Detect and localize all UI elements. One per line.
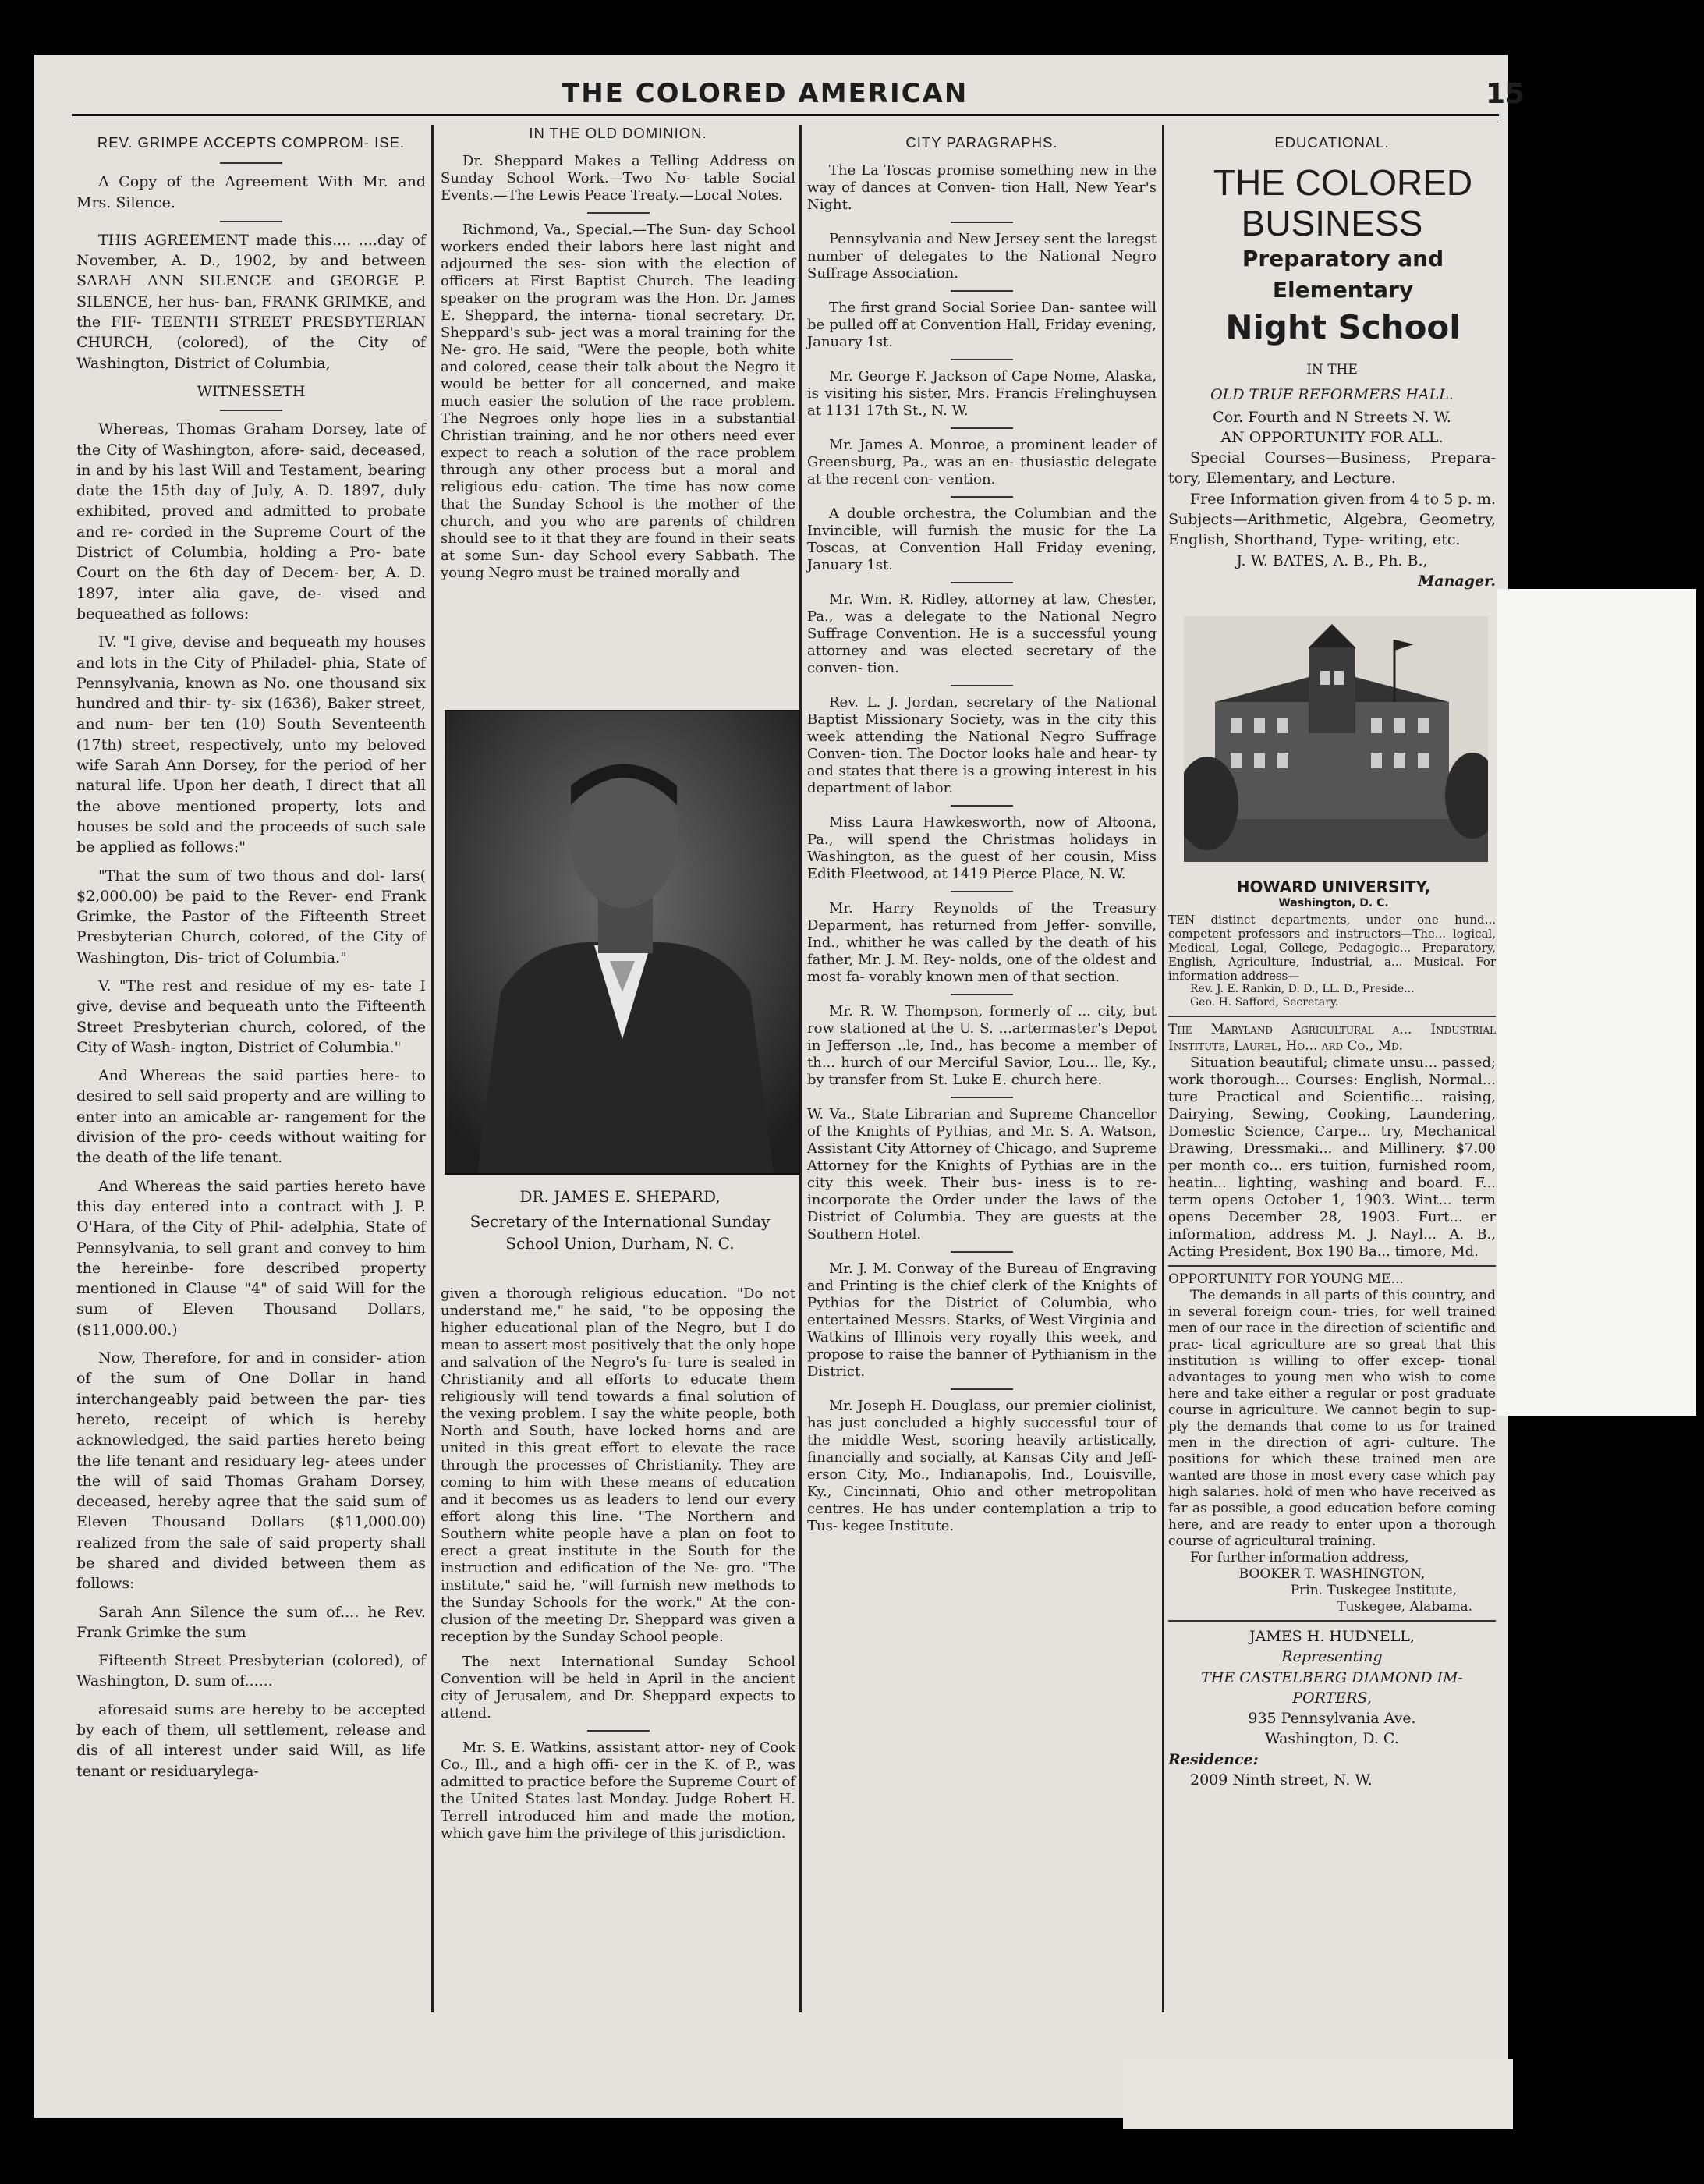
- ad-headline: OPPORTUNITY FOR YOUNG ME...: [1168, 1271, 1404, 1287]
- paragraph: Now, Therefore, for and in consider- ation of the sum of One Dollar in hand interchangeably paid between the par- ties hereto, receipt of which is hereby acknowledged, the said parties hereto being the life tenant and residuary leg- atees under the will of said Thomas Graham Dorsey, deceased, hereby agree that the said sum of Eleven Thousand Dollars ($11,000.00) realized from the sale of said property shall be shared and divided between them as follows:: [76, 1349, 426, 1593]
- separator: [951, 805, 1013, 807]
- paragraph: aforesaid sums are hereby to be accepted by each of them, ull settlement, release and dis of all interest under said Will, as life tenant or residuarylega-: [76, 1700, 426, 1780]
- paragraph: Mr. Joseph H. Douglass, our premier ciolinist, has just concluded a highly successful tour of the middle West, scoring heavily artistically, financially and socially, at Kansas City and Jeff- erson City, Mo., Indianapolis, Ind., Louisville, Ky., Cincinnati, Ohio and other metropolitan centres. He has under contemplation a trip to Tus- kegee Institute.: [807, 1398, 1157, 1535]
- ad-subhead: Preparatory and: [1242, 246, 1444, 272]
- paragraph: V. "The rest and residue of my es- tate I give, devise and bequeath unto the Fifteenth Street Presbyterian church, colored, of the City of Wash- ington, District of Columbia.": [76, 977, 426, 1056]
- ad-text: Geo. H. Safford, Secretary.: [1190, 996, 1339, 1009]
- ad-rule: [1168, 1620, 1496, 1622]
- howard-university-engraving: [1184, 616, 1488, 862]
- ad-signature: J. W. BATES, A. B., Ph. B.,: [1236, 551, 1428, 569]
- paragraph: Mr. George F. Jackson of Cape Nome, Alaska, is visiting his sister, Mrs. Francis Frelinghuysen at 1131 17th St., N. W.: [807, 368, 1157, 420]
- paragraph: Mr. James A. Monroe, a prominent leader of Greensburg, Pa., was an en- thusiastic delegate at the recent con- vention.: [807, 437, 1157, 488]
- ad-rule: [1168, 1016, 1496, 1017]
- article-headline: IN THE OLD DOMINION.: [529, 125, 707, 141]
- ad-subhead: Elementary: [1272, 277, 1414, 303]
- paragraph: The next International Sunday School Convention will be held in April in the ancient city of Jerusalem, and Dr. Sheppard expects to attend.: [441, 1654, 795, 1721]
- paragraph: Richmond, Va., Special.—The Sun- day School workers ended their labors here last night and adjourned the ses- sion with the election of officers at First Baptist Church. The leading speaker on the program was the Hon. Dr. James E. Sheppard, the interna- tional secretary. Dr. Sheppard's sub- ject was a moral training for the Ne- gro. He said, "Were the people, both white and colored, cease their talk about the Negro it would be better for all concerned, and make much easier the solution of the race problem. The Negroes only hope lies in a substantial Christian training, and he nor others need ever expect to reach a solution of the race problem through any other process but a moral and religious edu- cation. The time has now come that the Sunday School is the mother of the church, and you who are parents of children should see to it that they are found in their seats at some Sun- day School every Sabbath. The young Negro must be trained morally and: [441, 222, 795, 582]
- paragraph: Whereas, Thomas Graham Dorsey, late of the City of Washington, afore- said, deceased, in and by his last Will and Testament, bearing date the 15th day of July, A. D. 1897, duly exhibited, proved and admitted to probate and re- corded in the Supreme Court of the District of Columbia, holding a Pro- bate Court on the 6th day of Decem- ber, A. D. 1897, inter alia gave, de- vised and bequeathed as follows:: [76, 420, 426, 622]
- ad-text: THE CASTELBERG DIAMOND IM- PORTERS,: [1201, 1668, 1463, 1707]
- ad-signature: Prin. Tuskegee Institute,: [1290, 1583, 1457, 1598]
- ad-text: Washington, D. C.: [1265, 1730, 1399, 1748]
- educational-ads: [1168, 133, 1496, 591]
- article-deck: A Copy of the Agreement With Mr. and Mrs. Silence.: [76, 173, 426, 211]
- paragraph: And Whereas the said parties hereto have this day entered into a contract with J. P. O'Hara, of the City of Phil- adelphia, State of Pennsylvania, to sell grant and convey to him the hereinbe- fore described property mentioned in Clause "4" of said Will for the sum of Eleven Thousand Dollars, ($11,000.00.): [76, 1177, 426, 1338]
- ad-text: OLD TRUE REFORMERS HALL.: [1210, 386, 1454, 404]
- paragraph: W. Va., State Librarian and Supreme Chancellor of the Knights of Pythias, and Mr. S. A. Watson, Assistant City Attorney of Chicago, and Supreme Attorney for the Knights of Pythias are in the city this week. Their bus- iness is to re-incorporate the Order under the laws of the District of Columbia. They are guests at the Southern Hotel.: [807, 1106, 1157, 1243]
- howard-location: Washington, D. C.: [1278, 897, 1389, 909]
- paragraph: Pennsylvania and New Jersey sent the laregst number of delegates to the National Negro Suffrage Association.: [807, 231, 1157, 282]
- column-rule: [1162, 125, 1164, 2012]
- article-deck: Dr. Sheppard Makes a Telling Address on Sunday School Work.—Two No- table Social Events.—The Lewis Peace Treaty.—Local Notes.: [441, 153, 795, 204]
- separator: [951, 685, 1013, 686]
- paragraph: The La Toscas promise something new in the way of dances at Conven- tion Hall, New Year's Night.: [807, 162, 1157, 214]
- column-rule: [431, 125, 434, 2012]
- separator: [951, 427, 1013, 429]
- paragraph: The first grand Social Soriee Dan- santee will be pulled off at Convention Hall, Friday evening, January 1st.: [807, 300, 1157, 351]
- ad-text: Special Courses—Business, Prepara- tory, Elementary, and Lecture.: [1168, 449, 1496, 488]
- ad-signature: Tuskegee, Alabama.: [1337, 1599, 1472, 1615]
- photo-caption-title: Secretary of the International Sunday School Union, Durham, N. C.: [469, 1212, 771, 1253]
- separator: [951, 891, 1013, 892]
- paragraph: Mr. R. W. Thompson, formerly of ... city, but row stationed at the U. S. ...artermaster's Depot in Jefferson ..le, Ind., has become a member of th... hurch of our Merciful Savior, Lou... lle, Ky., by transfer from St. Luke E. church here.: [807, 1003, 1157, 1089]
- page-edge-flap: [1497, 589, 1696, 1416]
- ad-text: Free Information given from 4 to 5 p. m. Subjects—Arithmetic, Algebra, Geometry, English, Shorthand, Type- writing, etc.: [1168, 490, 1496, 549]
- paragraph: A double orchestra, the Columbian and the Invincible, will furnish the music for the La Toscas, at Convention Hall Friday evening, January 1st.: [807, 505, 1157, 574]
- ad-text: AN OPPORTUNITY FOR ALL.: [1220, 428, 1444, 446]
- ad-text: Rev. J. E. Rankin, D. D., LL. D., Preside...: [1190, 983, 1415, 995]
- ad-text: 2009 Ninth street, N. W.: [1190, 1771, 1373, 1789]
- section-heading: EDUCATIONAL.: [1274, 134, 1390, 151]
- ad-headline-night-school: Night School: [1225, 308, 1461, 347]
- ad-text: Residence:: [1168, 1750, 1259, 1768]
- separator: [951, 1388, 1013, 1390]
- separator: [220, 221, 282, 222]
- ad-text: 935 Pennsylvania Ave.: [1248, 1710, 1416, 1728]
- separator: [951, 1251, 1013, 1253]
- separator: [951, 994, 1013, 995]
- paragraph: And Whereas the said parties here- to desired to sell said property and are willing to enter into an amicable ar- rangement for the division of the pro- ceeds without waiting for the death of the life tenant.: [76, 1067, 426, 1167]
- page-number: 15: [1486, 78, 1525, 110]
- ad-headline: The Maryland Agricultural a... Industrial Institute, Laurel, Ho... ard Co., Md.: [1168, 1022, 1496, 1054]
- ad-text: TEN distinct departments, under one hund... competent professors and instructors—The... logical, Medical, Legal, College, Pedagogic... Preparatory, English, Agriculture, Industrial, a... Musical. For information address—: [1168, 913, 1496, 983]
- educational-ads-cont: [1168, 913, 1496, 1790]
- separator: [220, 162, 282, 164]
- ad-text: Cor. Fourth and N Streets N. W.: [1213, 408, 1451, 426]
- article-old-dominion-cont: [441, 1285, 795, 1850]
- article-grimke-compromise: [76, 133, 426, 1789]
- ad-text: For further information address,: [1190, 1550, 1409, 1565]
- paragraph: Mr. Harry Reynolds of the Treasury Deparment, has returned from Jeffer- sonville, Ind., whither he was called by the death of his father, Mr. J. M. Rey- nolds, one of the oldest and most fa- vorably known men of that section.: [807, 900, 1157, 986]
- ad-text: The demands in all parts of this country, and in several foreign coun- tries, for well trained men of our race in the direction of scientific and prac- tical agriculture are so great that this institution is willing to offer excep- tional advantages to young men who wish to come here and take either a regular or post graduate course in agriculture. We cannot begin to sup- ply the demands that come to us for trained men in the direction of agri- culture. The positions for which these trained men are wanted are those in most every case which pay high salaries. hold of men who have received as far as possible, a good education before coming here, and are ready to enter upon a thorough course of agricultural training.: [1168, 1288, 1496, 1549]
- masthead-rule: [72, 114, 1499, 116]
- paragraph: Sarah Ann Silence the sum of.... he Rev. Frank Grimke the sum: [76, 1603, 426, 1641]
- article-headline: REV. GRIMPE ACCEPTS COMPROM- ISE.: [97, 134, 406, 151]
- paragraph: Mr. J. M. Conway of the Bureau of Engraving and Printing is the chief clerk of the Knights of Pythias for the District of Columbia, who entertained Messrs. Starks, of West Virginia and Watkins of Illinois very royally this week, and propose to raise the banner of Pythianism in the District.: [807, 1260, 1157, 1381]
- masthead-title: THE COLORED AMERICAN: [562, 78, 969, 109]
- ad-text: Situation beautiful; climate unsu... passed; work thorough... Courses: English, Normal... ture Practical and Scientific... raising, Dairying, Sewing, Cooking, Laundering, Domestic Science, Carpe... try, Mechanical Drawing, Dressmaki... and Millinery. $7.00 per month co... ers tuition, furnished room, heatin... lighting, washing and board. F... term opens October 1, 1903. Wint... term opens December 28, 1903. Furt... er information, address M. J. Nayl... A. B., Acting President, Box 190 Ba... timore, Md.: [1168, 1055, 1496, 1260]
- separator: [951, 359, 1013, 360]
- ad-signature: BOOKER T. WASHINGTON,: [1238, 1566, 1426, 1582]
- ad-text: Representing: [1281, 1648, 1383, 1666]
- ad-text: IN THE: [1306, 362, 1358, 378]
- paragraph: given a thorough religious education. "Do not understand me," he said, "to be opposing the higher educational plan of the Negro, but I do mean to assert most positively that the only hope and salvation of the Negro's fu- ture is sealed in Christianity and all efforts to educate them religiously will tend towards a final solution of the vexing problem. I say the white people, both North and South, have locked horns and are united in this great effort to elevate the race through the processes of Christianity. They are coming to him with these means of education and it becomes us as leaders to lend our every effort along this line. "The Northern and Southern white people have a plan on foot to erect a great institute in the South for the instruction and edification of the Ne- gro. "The institute," said he, "will furnish new methods to the Sunday Schools for the work." At the con- clusion of the meeting Dr. Sheppard was given a reception by the Sunday School people.: [441, 1285, 795, 1645]
- separator: [951, 582, 1013, 583]
- paragraph: Miss Laura Hawkesworth, now of Altoona, Pa., will spend the Christmas holidays in Washington, as the guest of her cousin, Miss Edith Fleetwood, at 1419 Pierce Place, N. W.: [807, 814, 1157, 883]
- ad-rule: [1168, 1265, 1496, 1267]
- page-edge-flap: [1123, 2059, 1513, 2129]
- ad-headline: THE COLORED BUSINESS: [1213, 162, 1473, 244]
- city-paragraphs: [807, 133, 1157, 1543]
- separator: [951, 222, 1013, 223]
- separator: [951, 1097, 1013, 1098]
- paragraph: "That the sum of two thous and dol- lars( $2,000.00) be paid to the Rever- end Frank Grimke, the Pastor of the Fifteenth Street Presbyterian Church, colored, of the City of Washington, Dis- trict of Columbia.": [76, 867, 426, 966]
- witnesseth-heading: WITNESSETH: [197, 382, 306, 400]
- paragraph: Mr. Wm. R. Ridley, attorney at law, Chester, Pa., was a delegate to the National Negro Suffrage Convention. He is a successful young attorney and was elected secretary of the conven- tion.: [807, 591, 1157, 677]
- section-heading: CITY PARAGRAPHS.: [905, 134, 1058, 151]
- paragraph: THIS AGREEMENT made this.... ....day of November, A. D., 1902, by and between SARAH ANN SILENCE and GEORGE P. SILENCE, her hus- ban, FRANK GRIMKE, and the FIF- TEENTH STREET PRESBYTERIAN CHURCH, (colored), of the City of Washington, District of Columbia,: [76, 231, 426, 372]
- separator: [587, 212, 650, 214]
- separator: [951, 290, 1013, 292]
- paragraph: Mr. S. E. Watkins, assistant attor- ney of Cook Co., Ill., and a high offi- cer in the K. of P., was admitted to practice before the Supreme Court of the United States last Monday. Judge Robert H. Terrell introduced him and made the motion, which gave him the privilege of this jurisdiction.: [441, 1739, 795, 1842]
- article-old-dominion: [441, 123, 795, 590]
- paragraph: Rev. L. J. Jordan, secretary of the National Baptist Missionary Society, was in the city this week attending the National Negro Suffrage Conven- tion. The Doctor looks hale and hear- ty and states that there is a growing interest in his department of labor.: [807, 694, 1157, 797]
- separator: [587, 1730, 650, 1732]
- paragraph: Fifteenth Street Presbyterian (colored), of Washington, D. sum of......: [76, 1652, 426, 1690]
- ad-signature: Manager.: [1418, 572, 1496, 590]
- paragraph: IV. "I give, devise and bequeath my houses and lots in the City of Philadel- phia, State of Pennsylvania, known as No. one thousand six hundred and thir- ty- six (1636), Baker street, and num- ber ten (10) South Seventeenth (17th) street, respectively, unto my beloved wife Sarah Ann Dorsey, for the period of her natural life. Upon her death, I direct that all the above mentioned property, lots and houses be sold and the proceeds of such sale be applied as follows:": [76, 633, 426, 856]
- howard-heading: HOWARD UNIVERSITY,: [1236, 878, 1431, 896]
- portrait-photo: [445, 710, 800, 1175]
- photo-caption-name: DR. JAMES E. SHEPARD,: [519, 1187, 721, 1206]
- separator: [220, 410, 282, 411]
- separator: [951, 496, 1013, 498]
- portrait-illustration: [446, 711, 799, 1173]
- ad-headline: JAMES H. HUDNELL,: [1249, 1628, 1415, 1645]
- building-illustration: [1184, 616, 1488, 862]
